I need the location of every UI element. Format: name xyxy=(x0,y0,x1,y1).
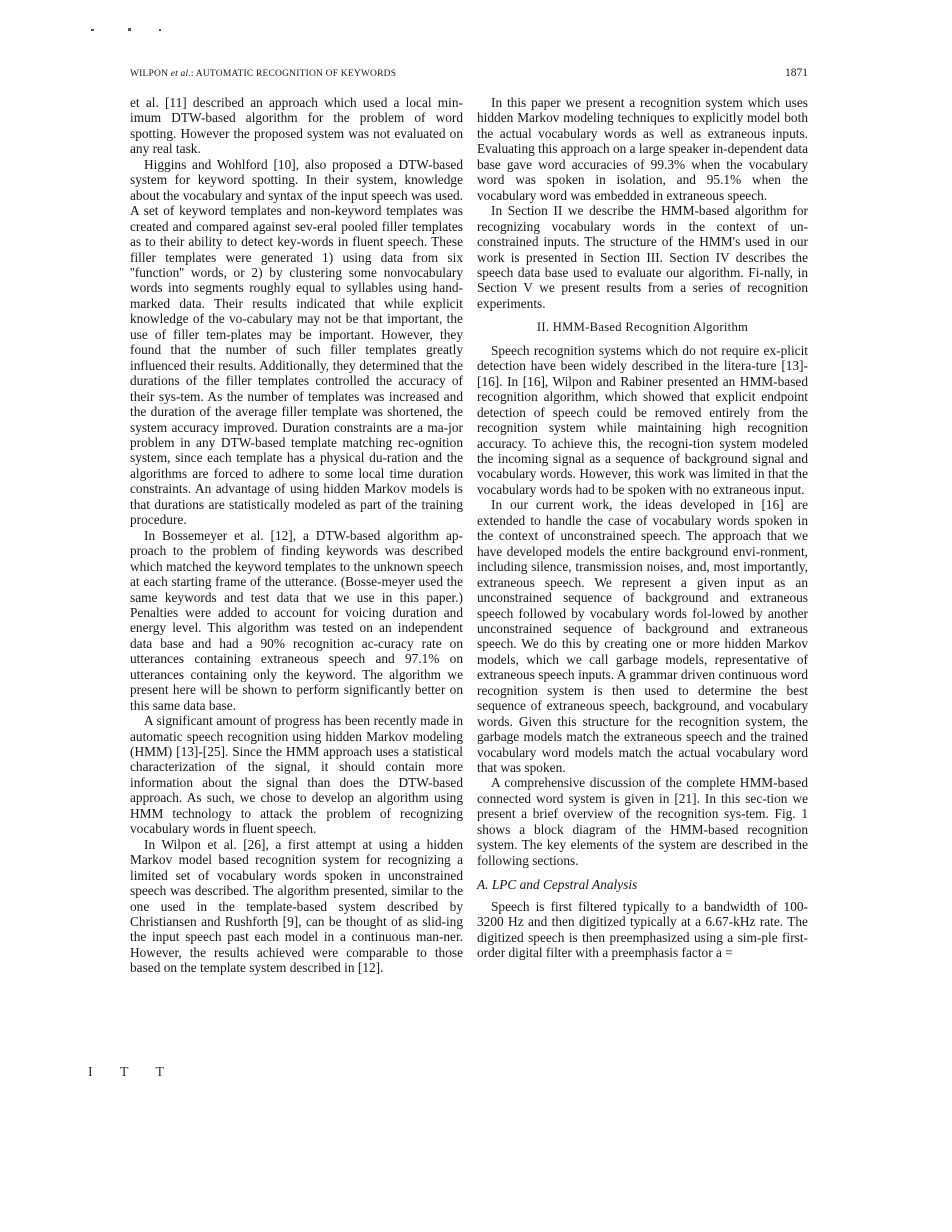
paragraph: Higgins and Wohlford [10], also proposed a DTW-based system for keyword spotting. In their system, knowledge about the vocabulary and syntax of the input speech was used. A set of keyword templates and non-keyword templates was created and compared against sev-eral pooled filler templates as to their ability to detect key-words in fluent speech. These filler templates were generated 1) using data from six ''function'' words, or 2) by clustering some nonvocabulary words into segments roughly equal to syllables using hand-marked data. Their results indicated that while explicit knowledge of the vo-cabulary may not be that important, the use of filler tem-plates may be important. However, they found that the number of such filler templates greatly influenced their results. Additionally, they determined that the durations of the filler templates controlled the accuracy of their sys-tem. As the number of templates was increased and the duration of the average filler template was shortened, the system accuracy improved. Duration constraints are a ma-jor problem in any DTW-based template matching rec-ognition system, since each template has a physical du-ration and the algorithms are forced to adhere to some local time duration constraints. An advantage of using hidden Markov models is that durations are statistically modeled as part of the training procedure. xyxy=(130,156,463,528)
paragraph: Speech recognition systems which do not require ex-plicit detection have been widely described in the litera-ture [13]-[16]. In [16], Wilpon and Rabiner presented an HMM-based recognition algorithm, which showed that explicit endpoint detection of speech could be removed entirely from the recognition system while maintaining high recognition accuracy. To achieve this, the recogni-tion system modeled the incoming signal as a sequence of background signal and vocabulary words. However, this work was limited in that the vocabulary words had to be spoken with no extraneous input. xyxy=(477,342,808,497)
footer-marks: I T T xyxy=(88,1065,177,1080)
paragraph: In our current work, the ideas developed in [16] are extended to handle the case of vocabulary words spoken in the context of unconstrained speech. The approach that we have developed models the entire background envi-ronment, including silence, transmission noises, and, most importantly, extraneous speech. We represent a given input as an unconstrained sequence of background and extraneous speech followed by vocabulary words fol-lowed by another unconstrained sequence of background and extraneous speech. We do this by creating one or more hidden Markov models, which we call garbage models, representative of extraneous speech inputs. A grammar driven continuous word recognition system is then used to determine the best sequence of extraneous speech, background, and vocabulary words. Given this structure for the recognition system, the garbage models match the extraneous speech and the trained vocabulary word models match the actual vocabulary word that was spoken. xyxy=(477,497,808,776)
paragraph: In Section II we describe the HMM-based algorithm for recognizing vocabulary words in the context of un-constrained inputs. The structure of the HMM's used in our work is presented in Section III. Section IV describes the speech data base used to evaluate our algorithm. Fi-nally, in Section V we present results from a series of recognition experiments. xyxy=(477,203,808,311)
paragraph: In Wilpon et al. [26], a first attempt at using a hidden Markov model based recognition system for recognizing a limited set of vocabulary words spoken in unconstrained speech was described. The algorithm presented, similar to the one used in the template-based system described by Christiansen and Rushforth [9], can be thought of as slid-ing the input speech past each model in a continuous man-ner. However, the results achieved were comparable to those based on the template system described in [12]. xyxy=(130,836,463,976)
subsection-heading: A. LPC and Cepstral Analysis xyxy=(477,877,638,893)
running-head: WILPON et al.: AUTOMATIC RECOGNITION OF KEYWORDS xyxy=(130,69,397,79)
page-number: 1871 xyxy=(785,67,808,79)
paragraph: A comprehensive discussion of the complete HMM-based connected word system is given in [21]. In this sec-tion we present a brief overview of the recognition sys-tem. Fig. 1 shows a block diagram of the HMM-based recognition system. The key elements of the system are described in the following sections. xyxy=(477,775,808,868)
left-column xyxy=(130,95,463,976)
paragraph: In this paper we present a recognition system which uses hidden Markov modeling techniques to explicitly model both the actual vocabulary words as well as extraneous inputs. Evaluating this approach on a large speaker in-dependent data base gave word accuracies of 99.3% when the vocabulary word was spoken in isolation, and 95.1% when the vocabulary word was embedded in extraneous speech. xyxy=(477,95,808,203)
paragraph: et al. [11] described an approach which used a local min-imum DTW-based algorithm for the problem of word spotting. However the proposed system was not evaluated on any real task. xyxy=(130,95,463,157)
paragraph: In Bossemeyer et al. [12], a DTW-based algorithm ap-proach to the problem of finding keywords was described which matched the keyword templates to the unknown speech at each starting frame of the utterance. (Bosse-meyer used the same keywords and test data that we use in this paper.) Penalties were added to account for voicing duration and energy level. This algorithm was tested on an independent data base and had a 90% recognition ac-curacy rate on utterances containing extraneous speech and 97.1% on utterances containing only the keyword. The algorithm we present here will be shown to perform significantly better on this same data base. xyxy=(130,527,463,713)
right-column xyxy=(477,95,808,960)
section-heading: II. HMM-Based Recognition Algorithm xyxy=(536,320,749,335)
scan-speck xyxy=(159,29,161,31)
page-header xyxy=(130,67,808,83)
paragraph: Speech is first filtered typically to a bandwidth of 100-3200 Hz and then digitized typically at a 6.67-kHz rate. The digitized speech is then preemphasized using a sim-ple first-order digital filter with a preemphasis factor a = xyxy=(477,898,808,961)
scan-speck xyxy=(128,28,131,31)
scan-speck xyxy=(91,29,94,31)
paragraph: A significant amount of progress has been recently made in automatic speech recognition using hidden Markov modeling (HMM) [13]-[25]. Since the HMM approach uses a statistical characterization of the signal, it should contain more information about the signal than does the DTW-based approach. As such, we chose to develop an algorithm using HMM technology to attack the problem of recognizing vocabulary words in fluent speech. xyxy=(130,713,463,837)
